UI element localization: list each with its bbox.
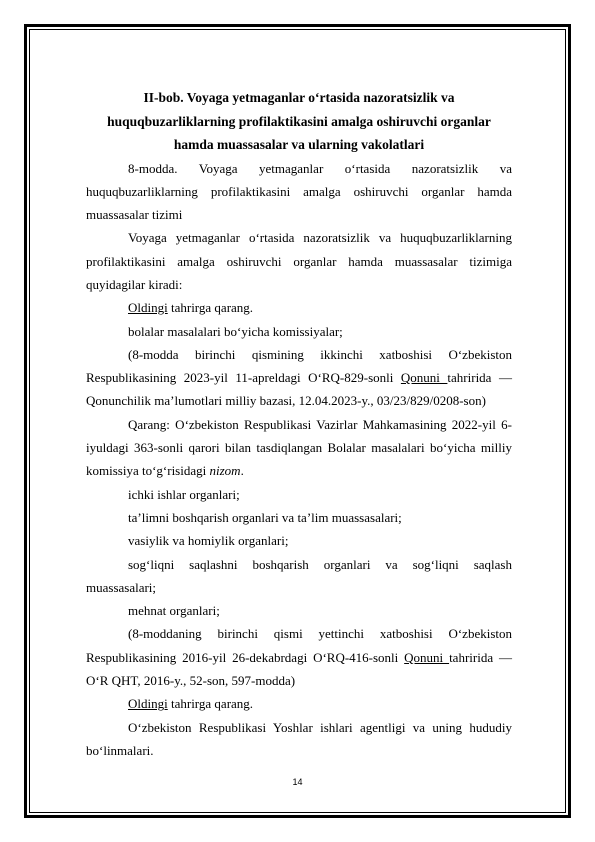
previous-revision-link[interactable]: Oldingi [128, 300, 168, 316]
chapter-heading: II-bob. Voyaga yetmaganlar o‘rtasida nazoratsizlik va huquqbuzarliklarning profilaktikasini amalga oshiruvchi organlar hamda muassasalar va ularning vakolatlari [107, 90, 491, 152]
reference-end: . [240, 463, 244, 479]
article-intro: Voyaga yetmaganlar o‘rtasida nazoratsizlik va huquqbuzarliklarning profilaktikasini amalga oshiruvchi organlar hamda muassasalar tizimiga quyidagilar kiradi: [86, 230, 512, 292]
regulation-link[interactable]: nizom [209, 463, 241, 479]
list-item: bolalar masalalari bo‘yicha komissiyalar; [128, 323, 343, 339]
list-item: O‘zbekiston Respublikasi Yoshlar ishlari agentligi va uning hududiy bo‘linmalari. [86, 719, 512, 758]
list-item: ichki ishlar organlari; [128, 486, 240, 502]
revision-note-text: tahrirga qarang. [167, 300, 254, 316]
page-number: 14 [292, 777, 303, 787]
law-link[interactable]: Qonuni [404, 649, 450, 665]
list-item: mehnat organlari; [128, 603, 220, 619]
amendment-text-end: tahririda — Qonunchilik ma’lumotlari milliy bazasi, 12.04.2023-y., 03/23/829/0208-son) [86, 370, 512, 409]
list-item: vasiylik va homiylik organlari; [128, 533, 289, 549]
amendment-note [86, 622, 512, 692]
revision-note [86, 296, 512, 319]
amendment-text-end: tahririda — O‘R QHT, 2016-y., 52-son, 597-modda) [86, 649, 512, 689]
amendment-text: (8-modda birinchi qismining ikkinchi xatboshisi O‘zbekiston Respublikasining 2023-yil 11-apreldagi O‘RQ-829-sonli [86, 346, 512, 386]
amendment-text: (8-moddaning birinchi qismi yettinchi xatboshisi O‘zbekiston Respublikasining 2016-yil 26-dekabrdagi O‘RQ-416-sonli [86, 626, 512, 665]
revision-note [86, 692, 512, 715]
law-link[interactable]: Qonuni [400, 370, 448, 386]
reference-text: Qarang: O‘zbekiston Respublikasi Vazirlar Mahkamasining 2022-yil 6-iyuldagi 363-sonli qarori bilan tasdiqlangan Bolalar masalalari bo‘yicha milliy komissiya to‘g‘risidagi [86, 416, 512, 479]
list-item: sog‘liqni saqlashni boshqarish organlari va sog‘liqni saqlash muassasalari; [86, 556, 512, 595]
document-body [86, 86, 512, 762]
list-item: ta’limni boshqarish organlari va ta’lim muassasalari; [128, 509, 402, 525]
revision-note-text: tahrirga qarang. [167, 696, 254, 712]
reference-note [86, 413, 512, 483]
article-title: 8-modda. Voyaga yetmaganlar o‘rtasida nazoratsizlik va huquqbuzarliklarning profilaktikasini amalga oshiruvchi organlar hamda muassasalar tizimi [86, 160, 512, 223]
amendment-note [86, 343, 512, 413]
previous-revision-link[interactable]: Oldingi [128, 696, 168, 712]
